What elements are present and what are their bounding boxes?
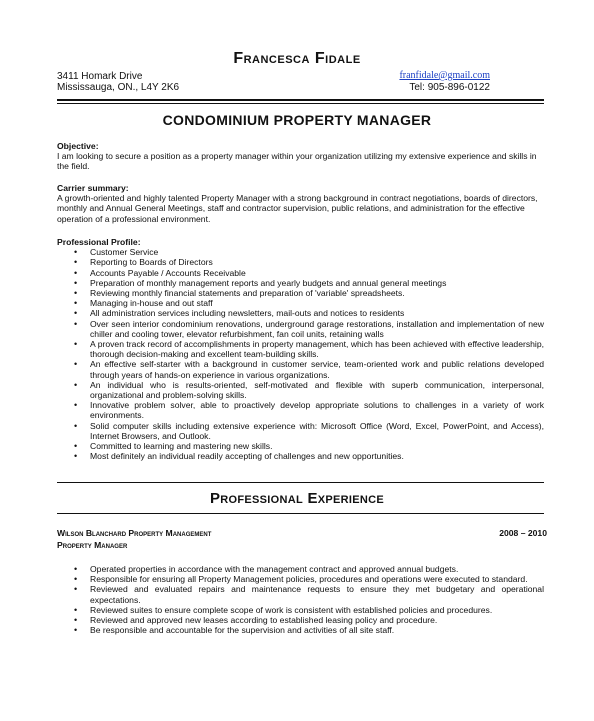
list-item: • Preparation of monthly management reports and yearly budgets and annual general meetings (57, 278, 544, 288)
objective-section (57, 141, 544, 172)
list-item: • Most definitely an individual readily accepting of challenges and new opportunities. (57, 451, 544, 461)
position-title: Property Manager (57, 540, 128, 550)
list-item: • Customer Service (57, 247, 544, 257)
objective-heading: Objective: (57, 141, 99, 151)
list-item: • Managing in-house and out staff (57, 298, 544, 308)
candidate-name: Francesca Fidale (233, 50, 361, 67)
objective-text: I am looking to secure a position as a property manager within your organization utilizing my extensive experience and skills in the field. (57, 151, 537, 172)
list-item: • Accounts Payable / Accounts Receivable (57, 268, 544, 278)
list-item: • A proven track record of accomplishments in property management, which has been achieved with effective leadership, thorough decision-making and excellent team-building skills. (57, 339, 544, 359)
list-item: • Be responsible and accountable for the supervision and activities of all site staff. (57, 625, 544, 635)
profile-heading: Professional Profile: (57, 237, 141, 247)
list-item: • Reviewing monthly financial statements and preparation of 'variable' spreadsheets. (57, 288, 544, 298)
list-item: • Innovative problem solver, able to proactively develop appropriate solutions to challenges in a variety of work environments. (57, 400, 544, 420)
experience-section (57, 564, 544, 635)
list-item: • Over seen interior condominium renovations, underground garage restorations, installation and implementation of new chiller and cooling tower, elevator refurbishment, fan coil units, retaining walls (57, 319, 544, 339)
list-item: • Solid computer skills including extensive experience with: Microsoft Office (Word, Excel, PowerPoint, and Access), Internet Browsers, and Outlook. (57, 421, 544, 441)
list-item: • An individual who is results-oriented, self-motivated and flexible with superb communication, interpersonal, organizational and problem-solving skills. (57, 380, 544, 400)
header-divider-thin (57, 103, 544, 104)
address-line-1: 3411 Homark Drive (57, 71, 143, 82)
address-line-2: Mississauga, ON., L4Y 2K6 (57, 82, 180, 93)
employment-years: 2008 – 2010 (499, 528, 547, 538)
list-item: • Committed to learning and mastering new skills. (57, 441, 544, 451)
phone-number: Tel: 905-896-0122 (409, 82, 490, 93)
list-item: • Reviewed and evaluated repairs and maintenance requests to ensure they met budgetary and operational expectations. (57, 584, 544, 604)
professional-profile-section (57, 237, 544, 461)
job-title: CONDOMINIUM PROPERTY MANAGER (162, 112, 432, 128)
experience-divider-bottom (57, 513, 544, 514)
list-item: • Reviewed suites to ensure complete scope of work is consistent with established policies and procedures. (57, 605, 544, 615)
experience-divider-top (57, 482, 544, 483)
career-summary-section (57, 183, 544, 224)
list-item: • An effective self-starter with a background in customer service, team-oriented work and public relations developed through years of hands-on experience in various organizations. (57, 359, 544, 379)
profile-list (57, 247, 544, 461)
career-summary-text: A growth-oriented and highly talented Property Manager with a strong background in contract negotiations, boards of directors, monthly and Annual General Meetings, staff and contractor supervision, public relations, and administration for the effective operation of a professional environment. (57, 193, 538, 224)
career-summary-heading: Carrier summary: (57, 183, 129, 193)
email-link[interactable]: franfidale@gmail.com (399, 70, 490, 81)
header-divider (57, 99, 544, 101)
employer-name: Wilson Blanchard Property Management (57, 528, 212, 538)
list-item: • All administration services including newsletters, mail-outs and notices to residents (57, 308, 544, 318)
list-item: • Reviewed and approved new leases according to established leasing policy and procedure. (57, 615, 544, 625)
experience-heading: Professional Experience (209, 490, 385, 507)
list-item: • Responsible for ensuring all Property Management policies, procedures and operations were executed to standard. (57, 574, 544, 584)
list-item: • Reporting to Boards of Directors (57, 257, 544, 267)
list-item: • Operated properties in accordance with the management contract and approved annual budgets. (57, 564, 544, 574)
experience-list (57, 564, 544, 635)
